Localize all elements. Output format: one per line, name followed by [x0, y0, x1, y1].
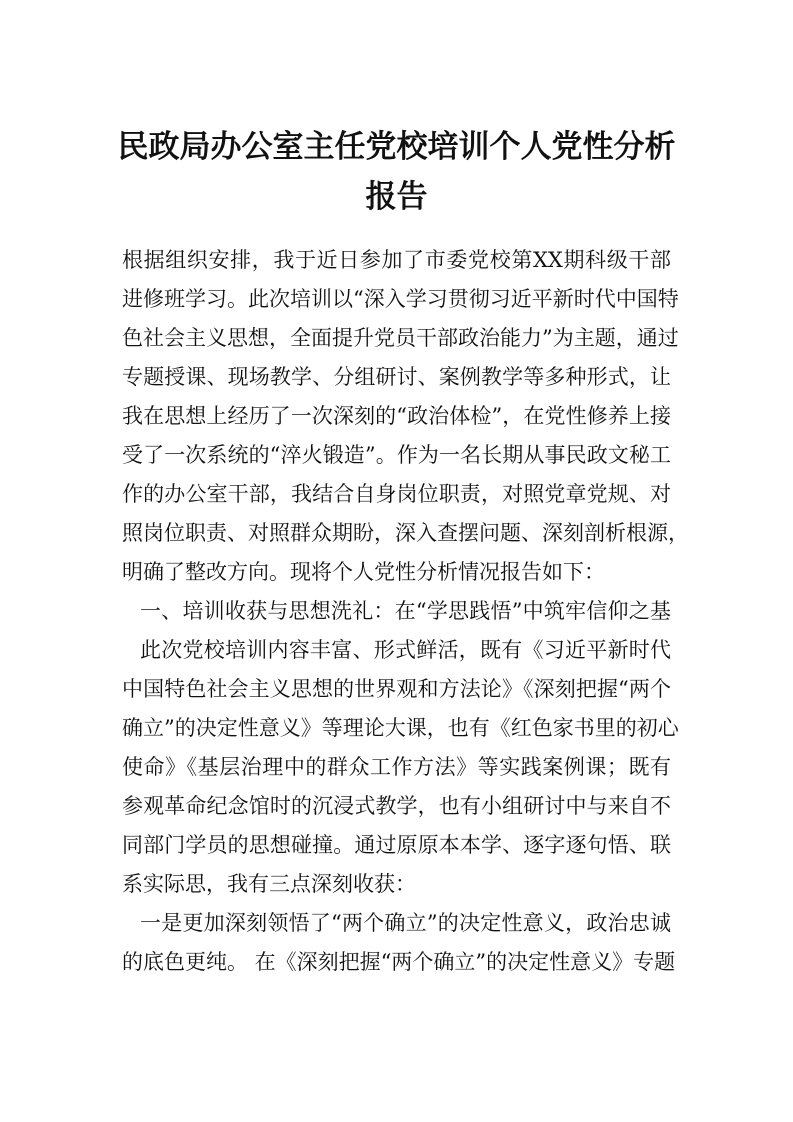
paragraph-line: 同部门学员的思想碰撞。通过原原本本学、逐字逐句悟、联 — [122, 833, 671, 857]
document-title-line-2: 报告 — [365, 179, 428, 215]
document-title-line-1: 民政局办公室主任党校培训个人党性分析 — [117, 129, 676, 165]
paragraph-line: 专题授课、现场教学、分组研讨、案例教学等多种形式，让 — [122, 365, 671, 389]
paragraph-line: 色社会主义思想，全面提升党员干部政治能力”为主题，通过 — [122, 326, 679, 350]
paragraph-line: 我在思想上经历了一次深刻的“政治体检”，在党性修养上接 — [122, 404, 671, 428]
paragraph-line: 进修班学习。此次培训以“深入学习贯彻习近平新时代中国特 — [122, 287, 679, 311]
paragraph-line: 照岗位职责、对照群众期盼，深入查摆问题、深刻剖析根源， — [122, 521, 689, 545]
paragraph-line: 中国特色社会主义思想的世界观和方法论》《深刻把握“两个 — [122, 677, 671, 701]
paragraph-line: 系实际思，我有三点深刻收获： — [122, 872, 416, 896]
paragraph-line: 明确了整改方向。现将个人党性分析情况报告如下： — [122, 560, 605, 584]
paragraph-line: 根据组织安排，我于近日参加了市委党校第XX期科级干部 — [122, 248, 671, 272]
section-heading: 一、培训收获与思想洗礼：在“学思践悟”中筑牢信仰之基 — [140, 599, 671, 623]
paragraph-line: 受了一次系统的“淬火锻造”。作为一名长期从事民政文秘工 — [122, 443, 671, 467]
paragraph-line: 参观革命纪念馆时的沉浸式教学，也有小组研讨中与来自不 — [122, 794, 671, 818]
paragraph-line: 确立”的决定性意义》等理论大课，也有《红色家书里的初心 — [122, 716, 679, 740]
paragraph-line: 一是更加深刻领悟了“两个确立”的决定性意义，政治忠诚 — [140, 911, 671, 935]
paragraph-line: 的底色更纯。 在《深刻把握“两个确立”的决定性意义》专题 — [122, 950, 676, 974]
paragraph-line: 此次党校培训内容丰富、形式鲜活，既有《习近平新时代 — [140, 638, 671, 662]
paragraph-line: 作的办公室干部，我结合自身岗位职责，对照党章党规、对 — [122, 482, 671, 506]
paragraph-line: 使命》《基层治理中的群众工作方法》等实践案例课；既有 — [122, 755, 671, 779]
